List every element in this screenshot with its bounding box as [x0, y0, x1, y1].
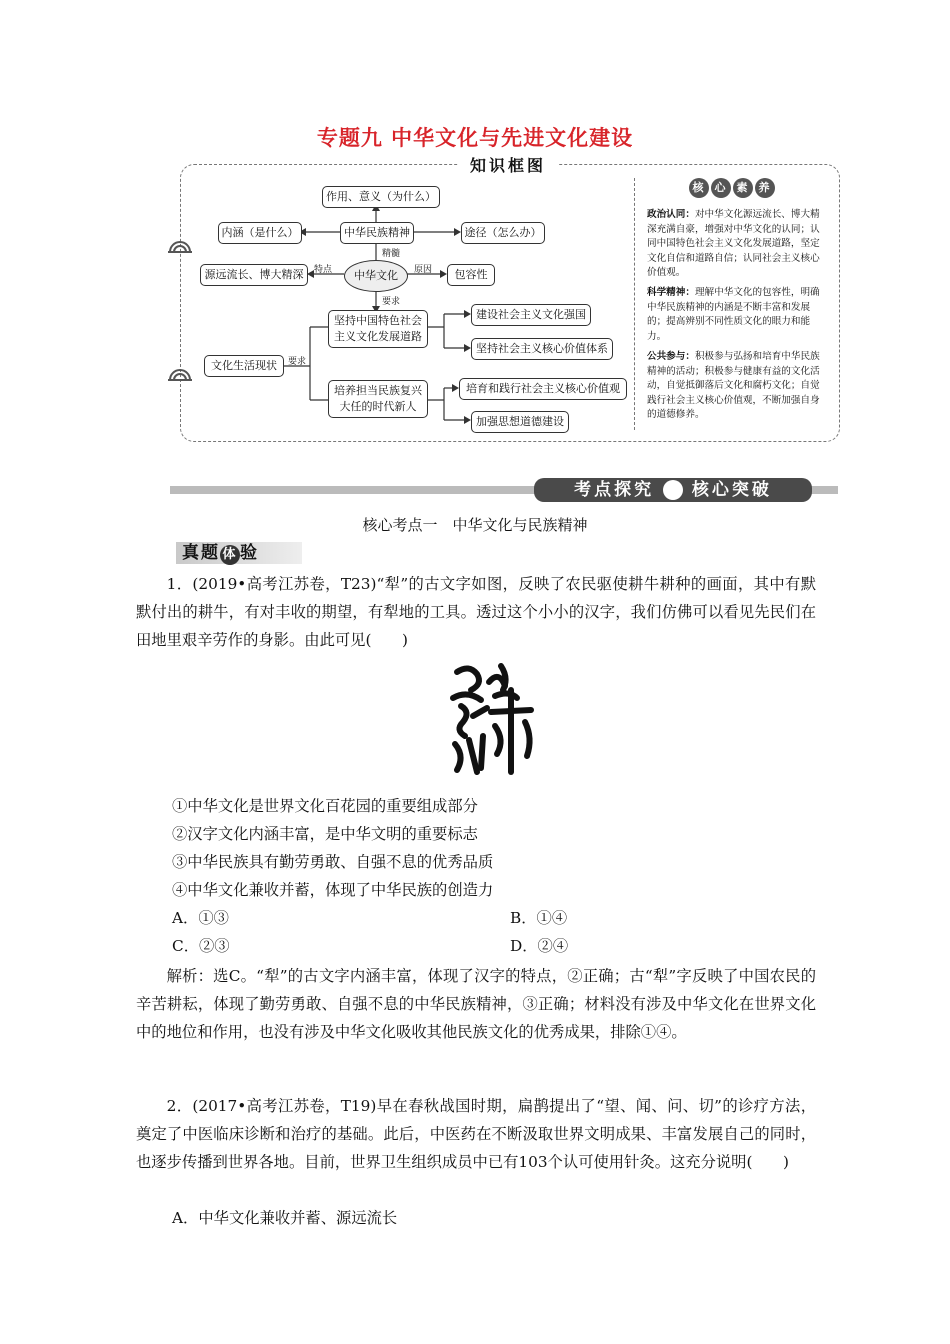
section-tag: 真题 体 验 [176, 542, 302, 564]
subheading: 核心考点一 中华文化与民族精神 [362, 516, 588, 534]
question-1-analysis: 解析：选C。“犁”的古文字内涵丰富，体现了汉字的特点，②正确；古“犁”字反映了中国农民的辛苦耕耘，体现了勤劳勇敢、自强不息的中华民族精神，③正确；材料没有涉及中华文化在世界文化中的地位和作用，也没有涉及中华文化吸收其他民族文化的优秀成果，排除①④。 [136, 967, 816, 1041]
option-a: A．①③ [172, 909, 229, 927]
label-require-2: 要求 [288, 357, 307, 367]
node-moral: 加强思想道德建设 [471, 411, 569, 433]
statement-4: ④中华文化兼收并蓄，体现了中华民族的创造力 [172, 881, 494, 899]
node-path: 途径（怎么办） [461, 222, 545, 244]
core-literacy-header: 核 心 素 养 [688, 178, 776, 198]
ancient-plough-character-icon [447, 660, 537, 776]
option-b: B．①④ [510, 909, 568, 927]
page-title: 专题九 中华文化与先进文化建设 [316, 126, 634, 150]
banner-circle-icon [663, 480, 683, 500]
statement-2: ②汉字文化内涵丰富，是中华文明的重要标志 [172, 825, 478, 843]
core-item-political: 政治认同：对中华文化源远流长、博大精深充满自豪，增强对中华文化的认同；认同中国特色社会主义文化发展道路，坚定文化自信和道路自信；认同社会主义核心价值观。 [647, 209, 820, 279]
node-values: 坚持社会主义核心价值体系 [471, 338, 613, 360]
question-2-stem: 2．(2017•高考江苏卷，T19)早在春秋战国时期，扁鹊提出了“望、闻、问、切”的诊疗方法，奠定了中医临床诊断和治疗的基础。此后，中医药在不断汲取世界文明成果、丰富发展自己的同时，也逐步传播到世界各地。目前，世界卫生组织成员中已有103个认可使用针灸。这充分说明( ) [136, 1097, 816, 1171]
core-item-participation: 公共参与：积极参与弘扬和培育中华民族精神的活动；积极参与健康有益的文化活动，自觉抵御落后文化和腐朽文化；自觉践行社会主义核心价值观，不断加强自身的道德修养。 [647, 351, 820, 421]
label-require-1: 要求 [382, 297, 401, 307]
node-youth: 培养担当民族复兴大任的时代新人 [328, 380, 428, 418]
label-reason: 原因 [414, 265, 433, 275]
framework-header: 知识框图 [458, 154, 558, 178]
node-origin: 源远流长、博大精深 [200, 264, 308, 286]
section-banner: 考点探究 核心突破 [170, 478, 838, 500]
statement-3: ③中华民族具有勤劳勇敢、自强不息的优秀品质 [172, 853, 494, 871]
question-1-stem: 1．(2019•高考江苏卷，T23)“犁”的古文字如图，反映了农民驱使耕牛耕种的画面，其中有默默付出的耕牛，有对丰收的期望，有犁地的工具。透过这个小小的汉字，我们仿佛可以看见先民们在田地里艰辛劳作的身影。由此可见( ) [136, 575, 816, 649]
node-life: 文化生活现状 [204, 355, 284, 377]
node-meaning: 内涵（是什么） [218, 222, 302, 244]
label-essence: 精髓 [382, 249, 401, 259]
node-road: 坚持中国特色社会主义文化发展道路 [328, 310, 428, 348]
node-role: 作用、意义（为什么） [322, 186, 440, 208]
node-spirit: 中华民族精神 [340, 222, 414, 244]
option-d: D．②④ [510, 937, 569, 955]
node-practice: 培育和践行社会主义核心价值观 [459, 378, 627, 400]
question-2-option-a: A．中华文化兼收并蓄、源远流长 [172, 1209, 398, 1227]
node-inclusive: 包容性 [447, 264, 495, 286]
core-item-science: 科学精神：理解中华文化的包容性，明确中华民族精神的内涵是不断丰富和发展的；提高辨别不同性质文化的眼力和能力。 [647, 287, 820, 342]
statement-1: ①中华文化是世界文化百花园的重要组成部分 [172, 797, 478, 815]
label-feature: 特点 [314, 265, 333, 275]
node-center: 中华文化 [344, 260, 408, 292]
node-strong: 建设社会主义文化强国 [471, 304, 591, 326]
option-c: C．②③ [172, 937, 230, 955]
